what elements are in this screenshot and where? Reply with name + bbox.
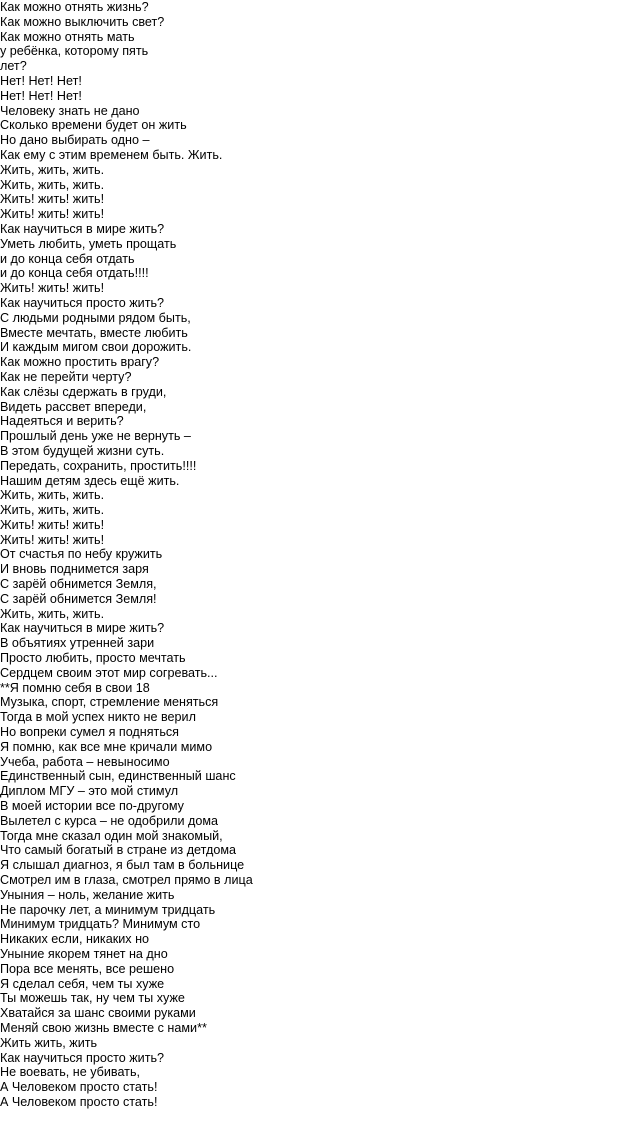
lyric-line: Я слышал диагноз, я был там в больнице — [0, 858, 245, 873]
lyric-line: Прошлый день уже не вернуть – — [0, 429, 191, 444]
lyric-line: Просто любить, просто мечтать — [0, 651, 186, 666]
lyric-line: И вновь поднимется заря — [0, 562, 149, 577]
lyric-line: Как научиться просто жить? — [0, 295, 165, 310]
lyric-line: Тогда в мой успех никто не верил — [0, 710, 196, 725]
lyric-line: Вместе мечтать, вместе любить — [0, 325, 188, 340]
lyric-line: Как не перейти черту? — [0, 369, 132, 384]
lyric-line: Надеяться и верить? — [0, 414, 124, 429]
lyric-line: Как слёзы сдержать в груди, — [0, 384, 167, 399]
lyric-line: Как научиться в мире жить? — [0, 621, 165, 636]
lyric-line: Как можно простить врагу? — [0, 355, 160, 370]
lyric-line: лет? — [0, 59, 27, 74]
lyric-line: Что самый богатый в стране из детдома — [0, 843, 237, 858]
lyric-line: Я помню, как все мне кричали мимо — [0, 739, 213, 754]
lyric-line: Как ему с этим временем быть. Жить. — [0, 147, 223, 162]
lyric-line: Единственный сын, единственный шанс — [0, 769, 236, 784]
lyric-line: Жить! жить! жить! — [0, 192, 105, 207]
lyric-line: Передать, сохранить, простить!!!! — [0, 458, 197, 473]
lyric-line: С зарёй обнимется Земля, — [0, 577, 157, 592]
lyric-line: Хватайся за шанс своими руками — [0, 1006, 196, 1021]
lyric-line: Уныние якорем тянет на дно — [0, 947, 168, 961]
lyric-line: Ты можешь так, ну чем ты хуже — [0, 991, 185, 1006]
lyric-line: и до конца себя отдать!!!! — [0, 266, 149, 281]
lyric-line: Нет! Нет! Нет! — [0, 88, 82, 103]
lyric-line: Как можно выключить свет? — [0, 14, 165, 29]
lyric-line: Видеть рассвет впереди, — [0, 399, 147, 414]
lyric-line: Уныния – ноль, желание жить — [0, 887, 175, 902]
lyric-line: Жить! жить! жить! — [0, 281, 105, 296]
lyric-line: у ребёнка, которому пять — [0, 44, 149, 59]
lyric-line: Жить! жить! жить! — [0, 517, 105, 532]
lyric-line: Нет! Нет! Нет! — [0, 73, 82, 88]
lyric-line: Жить, жить, жить. — [0, 606, 105, 621]
lyric-line: Жить, жить, жить. — [0, 177, 105, 192]
lyric-line: С зарёй обнимется Земля! — [0, 591, 157, 606]
lyric-line: Жить, жить, жить. — [0, 162, 105, 177]
lyric-line: Музыка, спорт, стремление меняться — [0, 695, 219, 710]
lyric-line: Жить жить, жить — [0, 1035, 98, 1050]
lyric-line: Как можно отнять мать — [0, 29, 135, 44]
lyric-line: А Человеком просто стать! — [0, 1094, 158, 1109]
lyric-line: Человеку знать не дано — [0, 103, 140, 118]
lyric-line: Жить! жить! жить! — [0, 207, 105, 222]
lyric-line: В моей истории все по-другому — [0, 799, 184, 814]
lyric-line: Диплом МГУ – это мой стимул — [0, 784, 179, 799]
lyrics-document — [0, 0, 253, 1110]
lyric-line: Я сделал себя, чем ты хуже — [0, 976, 165, 991]
lyric-line: Как научиться просто жить? — [0, 1050, 165, 1065]
lyric-line: От счастья по небу кружить — [0, 547, 163, 562]
lyric-line: Как можно отнять жизнь? — [0, 0, 149, 14]
lyric-line: Нашим детям здесь ещё жить. — [0, 473, 180, 488]
lyric-line: Минимум тридцать? Минимум сто — [0, 917, 201, 932]
lyric-line: Меняй свою жизнь вместе с нами** — [0, 1020, 207, 1035]
lyric-line: Не воевать, не убивать, — [0, 1065, 141, 1080]
lyric-line: Вылетел с курса – не одобрили дома — [0, 813, 219, 828]
lyric-line: С людьми родными рядом быть, — [0, 310, 191, 325]
lyric-line: Жить, жить, жить. — [0, 488, 105, 503]
lyric-line: Уметь любить, уметь прощать — [0, 236, 177, 251]
lyric-line: Сердцем своим этот мир согревать... — [0, 665, 218, 680]
lyric-line: Не парочку лет, а минимум тридцать — [0, 902, 216, 917]
lyric-line: Смотрел им в глаза, смотрел прямо в лица — [0, 873, 253, 888]
lyric-line: Сколько времени будет он жить — [0, 118, 187, 133]
lyric-line: И каждым мигом свои дорожить. — [0, 340, 192, 355]
lyric-line: Жить, жить, жить. — [0, 503, 105, 518]
lyric-line: Никаких если, никаких но — [0, 932, 150, 947]
lyric-line: и до конца себя отдать — [0, 251, 135, 266]
lyric-line: Но дано выбирать одно – — [0, 133, 150, 148]
lyric-line: В этом будущей жизни суть. — [0, 443, 165, 458]
lyric-line: А Человеком просто стать! — [0, 1080, 158, 1095]
lyric-line: В объятиях утренней зари — [0, 636, 155, 651]
lyric-line: **Я помню себя в свои 18 — [0, 680, 150, 695]
lyric-line: Пора все менять, все решено — [0, 961, 175, 976]
lyric-line: Жить! жить! жить! — [0, 532, 105, 547]
lyric-line: Как научиться в мире жить? — [0, 221, 165, 236]
lyric-line: Учеба, работа – невыносимо — [0, 754, 170, 769]
lyric-line: Тогда мне сказал один мой знакомый, — [0, 828, 223, 843]
lyric-line: Но вопреки сумел я подняться — [0, 725, 179, 740]
